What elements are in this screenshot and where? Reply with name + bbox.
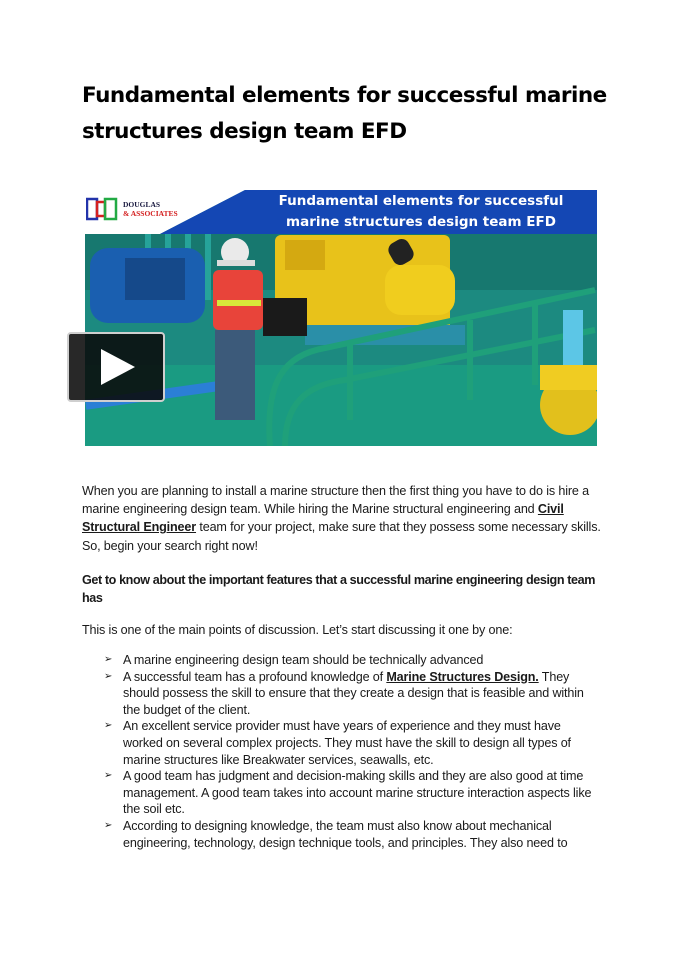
- page-title: Fundamental elements for successful marine structures design team EFD: [82, 83, 607, 144]
- play-video-button[interactable]: [67, 332, 165, 402]
- list-item-text: They should possess the skill to ensure that they create a design that is feasible and within the budget of the client.: [123, 669, 584, 717]
- efd-logo-icon: [86, 197, 118, 221]
- hero-banner-title: [245, 190, 597, 234]
- marine-structures-design-link[interactable]: Marine Structures Design.: [386, 669, 539, 684]
- intro-paragraph: [82, 482, 602, 555]
- list-item: [104, 718, 600, 768]
- banner-line-2: marine structures design team EFD: [286, 214, 556, 230]
- arrow-bullet-icon: ➢: [104, 670, 113, 682]
- arrow-bullet-icon: ➢: [104, 720, 113, 732]
- list-item: [104, 669, 600, 719]
- list-item-text: A successful team has a profound knowledge of: [123, 669, 387, 684]
- list-item-text: A marine engineering design team should be technically advanced: [123, 653, 484, 667]
- list-item: [104, 652, 600, 669]
- list-item: [104, 818, 600, 851]
- intro-text-end: team for your project, make sure that they possess some necessary skills. So, begin your search right now!: [82, 520, 601, 553]
- civil-structural-engineer-link[interactable]: Civil Structural Engineer: [82, 502, 564, 535]
- arrow-bullet-icon: ➢: [104, 819, 113, 831]
- logo-line1: DOUGLAS: [123, 200, 161, 209]
- logo-line2: & ASSOCIATES: [123, 209, 178, 218]
- banner-line-1: Fundamental elements for successful: [278, 193, 564, 209]
- lead-paragraph: This is one of the main points of discussion. Let’s start discussing it one by one:: [82, 623, 513, 637]
- list-item-text: An excellent service provider must have years of experience and they must have worked on several complex projects. They must have the skill to design all types of marine structures like Breakwater services, seawalls, etc.: [123, 719, 571, 767]
- list-item: [104, 768, 600, 818]
- list-item-text: A good team has judgment and decision-making skills and they are also good at time management. A good team takes into account marine structure interaction aspects like the soil etc.: [123, 769, 592, 817]
- play-icon: [99, 348, 137, 386]
- hero-image: [85, 190, 597, 446]
- section-subheading: Get to know about the important features that a successful marine engineering design team has: [82, 573, 596, 606]
- douglas-associates-logo: [86, 196, 198, 222]
- arrow-bullet-icon: ➢: [104, 654, 113, 665]
- list-item-text: According to designing knowledge, the team must also know about mechanical engineering, technology, design technique tools, and principles. They also need to: [123, 818, 568, 850]
- intro-text: When you are planning to install a marine structure then the first thing you have to do is hire a marine engineering design team. While hiring the Marine structural engineering and: [82, 484, 589, 517]
- arrow-bullet-icon: ➢: [104, 770, 113, 782]
- features-list: [104, 652, 600, 851]
